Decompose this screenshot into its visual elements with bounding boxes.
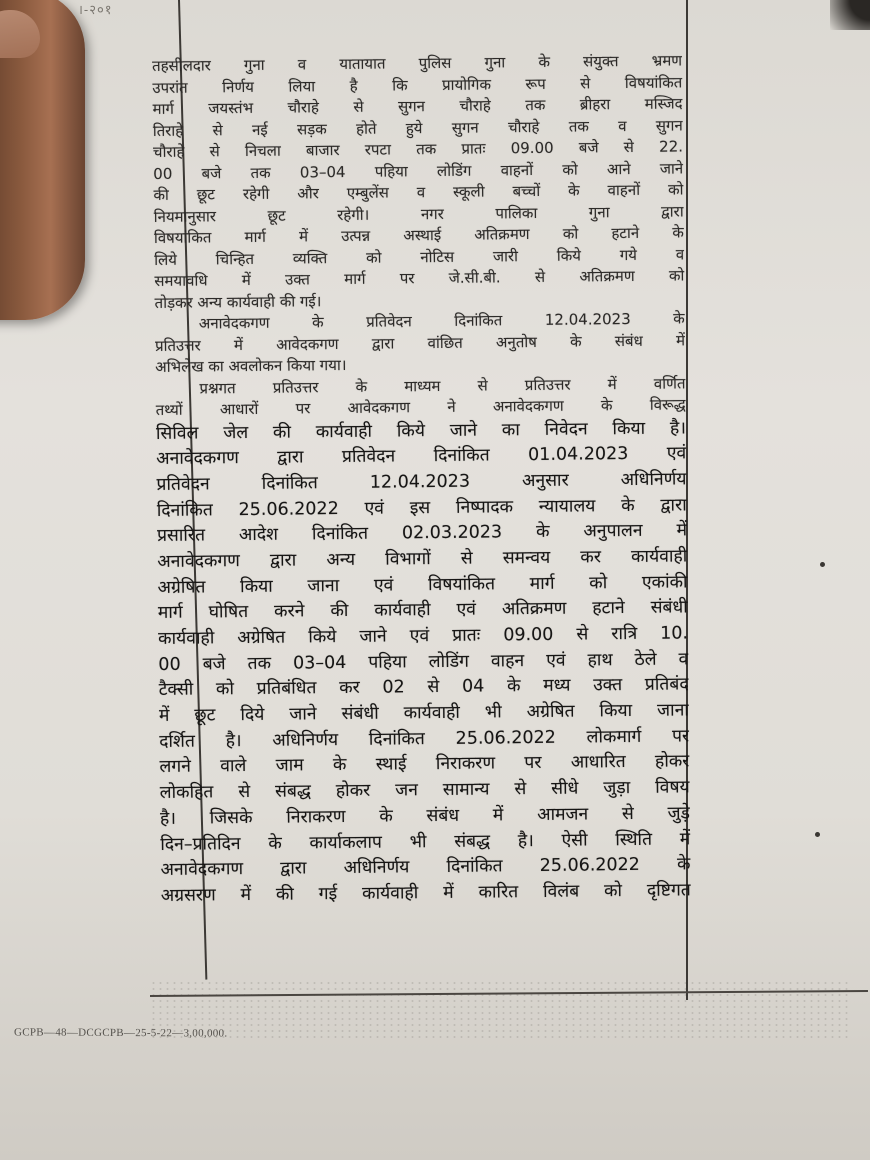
text-line: समयावधि में उक्त मार्ग पर जे.सी.बी. से अतिक्रमण को bbox=[154, 266, 685, 290]
text-line: अभिलेख का अवलोकन किया गया। bbox=[155, 355, 347, 376]
text-line: 00 बजे तक 03–04 पहिया लोडिंग वाहनों को आने जाने bbox=[153, 158, 684, 183]
text-line: प्रतिवेदन दिनांकित 12.04.2023 अनुसार अधिनिर्णय bbox=[156, 469, 687, 495]
text-line: नियमानुसार छूट रहेगी। नगर पालिका गुना द्वारा bbox=[153, 201, 684, 226]
text-line: लगने वाले जाम के स्थाई निराकरण पर आधारित होकर bbox=[159, 751, 690, 778]
text-line: लोकहित से संबद्ध होकर जन सामान्य से सीधे जुड़ा विषय bbox=[159, 777, 690, 804]
text-line: अनावेदकगण द्वारा अन्य विभागों से समन्वय कर कार्यवाही bbox=[157, 546, 688, 572]
text-line: अनावेदकगण द्वारा अधिनिर्णय दिनांकित 25.06.2022 के bbox=[160, 854, 691, 881]
corner-shadow bbox=[830, 0, 870, 30]
text-line: मार्ग घोषित करने की कार्यवाही एवं अतिक्रमण हटाने संबंधी bbox=[157, 597, 688, 624]
text-line: टैक्सी को प्रतिबंधित कर 02 से 04 के मध्य उक्त प्रतिबंद bbox=[158, 674, 689, 701]
text-line: चौराहे से निचला बाजार रपटा तक प्रातः 09.00 बजे से 22. bbox=[152, 137, 684, 161]
text-line: तोड़कर अन्य कार्यवाही की गई। bbox=[154, 291, 322, 312]
text-line: विषयांकित मार्ग में उत्पन्न अस्थाई अतिक्रमण को हटाने के bbox=[153, 223, 684, 247]
paragraph-start-line: अनावेदकगण के प्रतिवेदन दिनांकित 12.04.2023 के bbox=[198, 309, 685, 333]
fingernail bbox=[0, 10, 40, 58]
text-line: तिराहे से नई सड़क होते हुये सुगन चौराहे तक व सुगन bbox=[152, 115, 683, 140]
ink-dot bbox=[815, 832, 820, 837]
text-line: मार्ग जयस्तंभ चौराहे से सुगन चौराहे तक ब्रीहरा मस्जिद bbox=[152, 94, 683, 118]
text-line: अग्रेषित किया जाना एवं विषयांकित मार्ग को एकांकी bbox=[157, 572, 688, 598]
text-line: लिये चिन्हित व्यक्ति को नोटिस जारी किये गये व bbox=[154, 244, 685, 269]
paragraph-start-line: प्रश्नगत प्रतिउत्तर के माध्यम से प्रतिउत्तर में वर्णित bbox=[199, 373, 686, 398]
text-line: दिन–प्रतिदिन के कार्याकलाप भी संबद्ध है। ऐसी स्थिति में bbox=[160, 828, 691, 855]
text-line: दिनांकित 25.06.2022 एवं इस निष्पादक न्यायालय के द्वारा bbox=[156, 494, 687, 521]
print-code-footer: GCPB—48—DCGCPB—25-5-22—3,00,000. bbox=[13, 1026, 228, 1040]
text-line: तहसीलदार गुना व यातायात पुलिस गुना के संयुक्त भ्रमण bbox=[152, 51, 683, 75]
text-line: प्रसारित आदेश दिनांकित 02.03.2023 के अनुपालन में bbox=[156, 520, 688, 547]
page-corner-mark: ।-२०१ bbox=[78, 2, 113, 17]
text-line: की छूट रहेगी और एम्बुलेंस व स्कूली बच्चों के वाहनों को bbox=[153, 180, 684, 204]
photocopy-speckle bbox=[150, 980, 850, 1040]
text-line: उपरांत निर्णय लिया है कि प्रायोगिक रूप से विषयांकित bbox=[152, 72, 683, 97]
text-line: है। जिसके निराकरण के संबंध में आमजन से जुड़े bbox=[159, 803, 691, 829]
text-line: 00 बजे तक 03–04 पहिया लोडिंग वाहन एवं हाथ ठेले व bbox=[158, 649, 689, 675]
finger-holding-page bbox=[0, 0, 85, 320]
text-line: अग्रसरण में की गई कार्यवाही में कारित विलंब को दृष्टिगत bbox=[160, 880, 691, 906]
text-line: प्रतिउत्तर में आवेदकगण द्वारा वांछित अनुतोष के संबंध में bbox=[154, 330, 686, 355]
text-line: में छूट दिये जाने संबंधी कार्यवाही भी अग्रेषित किया जाना bbox=[158, 700, 689, 727]
ink-dot bbox=[820, 562, 825, 567]
text-line: कार्यवाही अग्रेषित किये जाने एवं प्रातः 09.00 से रात्रि 10. bbox=[158, 623, 689, 649]
document-body bbox=[152, 50, 691, 909]
text-line: दर्शित है। अधिनिर्णय दिनांकित 25.06.2022 लोकमार्ग पर bbox=[159, 726, 690, 752]
text-line: अनावेदकगण द्वारा प्रतिवेदन दिनांकित 01.04.2023 एवं bbox=[156, 443, 687, 470]
text-line: सिविल जेल की कार्यवाही किये जाने का निवेदन किया है। bbox=[155, 417, 687, 444]
text-line: तथ्यों आधारों पर आवेदकगण ने अनावेदकगण के विरूद्ध bbox=[155, 395, 686, 419]
